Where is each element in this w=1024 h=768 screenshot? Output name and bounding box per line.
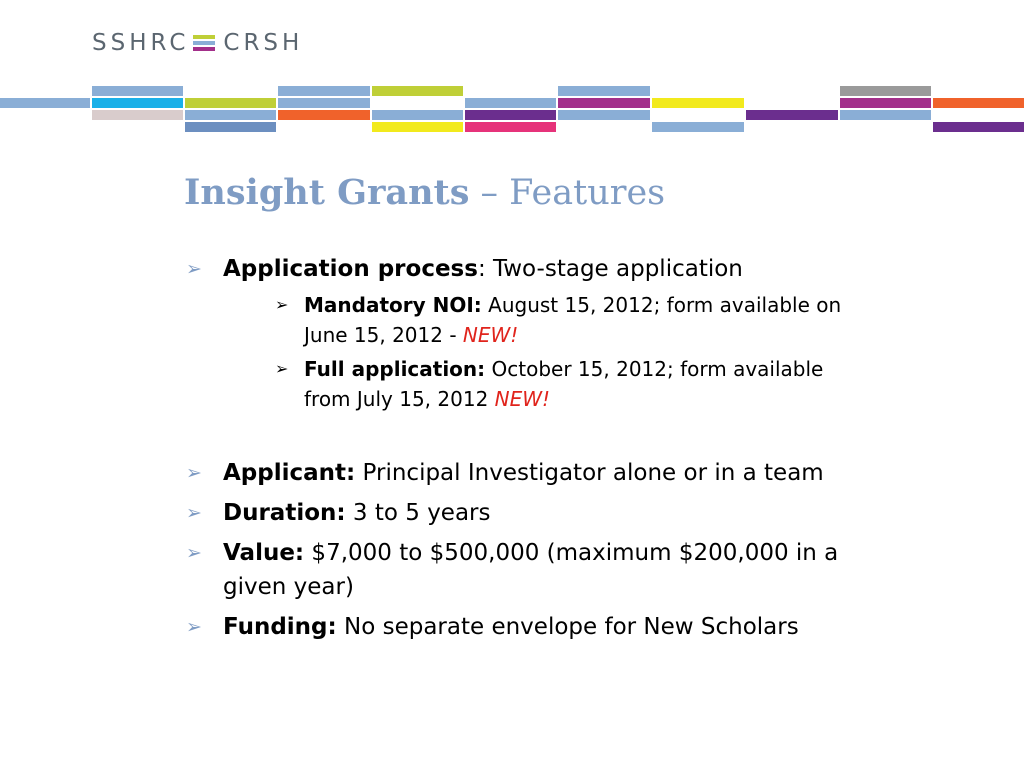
sub-bullet-arrow-icon: ➢	[275, 359, 289, 378]
sub-bullet-full-application	[275, 354, 866, 414]
bullet-text: $7,000 to $500,000 (maximum $200,000 in a given year)	[223, 540, 839, 600]
sub-bullet-label: Mandatory NOI:	[304, 293, 482, 317]
color-band-bar	[185, 98, 276, 108]
bullet-application-process	[186, 252, 866, 414]
bullet-arrow-icon: ➢	[186, 616, 202, 638]
logo-left-text: SSHRC	[92, 30, 190, 56]
bullet-list	[186, 252, 866, 650]
color-band-bar	[465, 122, 556, 132]
title-bold: Insight Grants	[184, 172, 470, 213]
color-band-bar	[558, 98, 650, 108]
bullet-funding	[186, 610, 866, 644]
color-band-bar	[558, 110, 650, 120]
color-band-bar	[0, 98, 90, 108]
sub-bullet-label: Full application:	[304, 357, 486, 381]
bullet-value	[186, 536, 866, 604]
bullet-label: Duration:	[223, 500, 346, 526]
title-rest: – Features	[469, 173, 666, 213]
new-badge: NEW!	[494, 387, 551, 411]
color-band-bar	[278, 110, 370, 120]
sub-bullet-arrow-icon: ➢	[275, 295, 289, 314]
bullet-label: Applicant:	[223, 460, 356, 486]
sub-bullet-text: October 15, 2012; form available from July 15, 2012	[304, 357, 824, 411]
bullet-label: Value:	[223, 540, 305, 566]
bullet-arrow-icon: ➢	[186, 542, 202, 564]
bullet-arrow-icon: ➢	[186, 502, 202, 524]
bullet-arrow-icon: ➢	[186, 258, 202, 280]
color-band-bar	[278, 98, 370, 108]
color-band-bar	[652, 122, 744, 132]
color-band-bar	[840, 86, 931, 96]
bullet-applicant	[186, 456, 866, 490]
color-band-bar	[185, 110, 276, 120]
bullet-text: 3 to 5 years	[345, 500, 491, 526]
color-band-bar	[465, 110, 556, 120]
color-band-bar	[92, 110, 183, 120]
color-band-bar	[372, 86, 463, 96]
bullet-duration	[186, 496, 866, 530]
color-band-bar	[92, 98, 183, 108]
sub-bullet-mandatory-noi	[275, 290, 866, 350]
bullet-text: Principal Investigator alone or in a team	[355, 460, 824, 486]
color-band-bar	[933, 98, 1024, 108]
color-band-bar	[840, 110, 931, 120]
slide-title	[184, 172, 665, 213]
sub-bullet-text: August 15, 2012; form available on June 15, 2012 -	[304, 293, 842, 347]
bullet-text: No separate envelope for New Scholars	[336, 614, 799, 640]
color-band-bar	[465, 98, 556, 108]
color-band-bar	[840, 98, 931, 108]
color-band-bar	[278, 86, 370, 96]
bullet-label: Application process	[223, 256, 478, 282]
color-band-bar	[746, 110, 838, 120]
color-band-bar	[92, 86, 183, 96]
spacer	[186, 420, 866, 456]
color-band-bar	[185, 122, 276, 132]
decorative-color-band	[0, 0, 1024, 140]
bullet-text: : Two-stage application	[477, 256, 743, 282]
color-band-bar	[558, 86, 650, 96]
color-band-bar	[372, 122, 463, 132]
color-band-bar	[372, 110, 463, 120]
logo-right-text: CRSH	[223, 30, 304, 56]
color-band-bar	[933, 122, 1024, 132]
bullet-arrow-icon: ➢	[186, 462, 202, 484]
new-badge: NEW!	[462, 323, 519, 347]
color-band-bar	[652, 98, 744, 108]
bullet-label: Funding:	[223, 614, 337, 640]
